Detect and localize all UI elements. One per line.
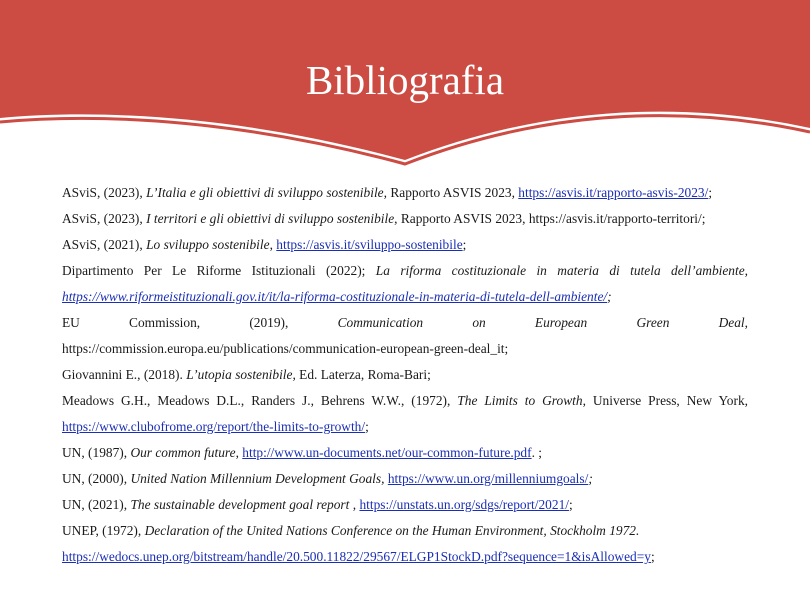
entry-text: ASviS, (2023),: [62, 211, 147, 226]
entry-text: Rapporto ASVIS 2023,: [386, 185, 519, 200]
bib-entry: [62, 362, 748, 388]
entry-text: UN, (2021),: [62, 497, 131, 512]
entry-line: [62, 414, 748, 440]
entry-line: [62, 258, 748, 284]
entry-text: , Universe Press, New York,: [582, 393, 748, 408]
entry-text: ,: [235, 445, 243, 460]
bib-entry: [62, 388, 748, 440]
bib-entry: [62, 440, 748, 466]
entry-text: Dipartimento Per Le Riforme Istituzionali (2022);: [62, 263, 376, 278]
entry-title: The Limits to Growth: [457, 393, 583, 408]
entry-text: ,: [269, 237, 277, 252]
entry-link[interactable]: http://www.un-documents.net/our-common-future.pdf: [242, 445, 532, 460]
entry-title: L’utopia sostenibile,: [186, 367, 296, 382]
entry-link[interactable]: https://wedocs.unep.org/bitstream/handle/20.500.11822/29567/ELGP1StockD.pdf?sequence=1&isAllowed=y: [62, 549, 651, 564]
entry-text: ;: [650, 549, 655, 564]
entry-title: Communication on European Green Deal: [337, 315, 745, 330]
entry-text: ;: [588, 471, 593, 486]
bib-entry: [62, 518, 748, 544]
entry-text: ,: [744, 315, 749, 330]
entry-link[interactable]: https://www.riformeistituzionali.gov.it/it/la-riforma-costituzionale-in-materia-di-tutela-dell-ambiente/: [62, 289, 608, 304]
page-title: Bibliografia: [305, 57, 505, 103]
entry-title: La riforma costituzionale in materia di tutela dell’ambiente,: [375, 263, 749, 278]
entry-text: ;: [365, 419, 369, 434]
bib-entry: [62, 180, 748, 206]
bib-entry: [62, 310, 748, 362]
entry-text: , Rapporto ASVIS 2023, https://asvis.it/rapporto-territori/;: [394, 211, 706, 226]
entry-link[interactable]: https://asvis.it/sviluppo-sostenibile: [276, 237, 463, 252]
entry-title: Declaration of the United Nations Conference on the Human Environment, Stockholm 1972.: [144, 523, 640, 538]
entry-line: [62, 388, 748, 414]
entry-title: Our common future: [130, 445, 236, 460]
entry-text: UNEP, (1972),: [62, 523, 145, 538]
bib-entry: [62, 206, 748, 232]
entry-title: The sustainable development goal report ,: [130, 497, 357, 512]
entry-text: . ;: [531, 445, 543, 460]
bib-entry: [62, 232, 748, 258]
entry-text: EU Commission, (2019),: [62, 315, 338, 330]
entry-link[interactable]: https://unstats.un.org/sdgs/report/2021/: [359, 497, 569, 512]
entry-text: ASviS, (2023),: [62, 185, 147, 200]
entry-text: Giovannini E., (2018).: [62, 367, 187, 382]
entry-link[interactable]: https://asvis.it/rapporto-asvis-2023/: [518, 185, 709, 200]
entry-text: UN, (1987),: [62, 445, 131, 460]
entry-line: [62, 310, 748, 336]
bib-entry: [62, 544, 748, 570]
bib-entry: [62, 492, 748, 518]
entry-link[interactable]: https://www.clubofrome.org/report/the-limits-to-growth/: [62, 419, 366, 434]
bib-entry: [62, 466, 748, 492]
entry-text: ;: [568, 497, 573, 512]
bibliography-list: [62, 180, 748, 570]
entry-text: UN, (2000),: [62, 471, 131, 486]
entry-title: United Nation Millennium Development Goals,: [130, 471, 385, 486]
entry-line: [62, 284, 748, 310]
entry-text: ;: [607, 289, 612, 304]
entry-link[interactable]: https://www.un.org/millenniumgoals/: [387, 471, 589, 486]
entry-title: L’Italia e gli obiettivi di sviluppo sostenibile,: [146, 185, 387, 200]
entry-text: Meadows G.H., Meadows D.L., Randers J., Behrens W.W., (1972),: [62, 393, 458, 408]
entry-text: ;: [462, 237, 467, 252]
entry-title: Lo sviluppo sostenibile: [146, 237, 270, 252]
entry-text: ;: [708, 185, 713, 200]
entry-text: ASviS, (2021),: [62, 237, 147, 252]
entry-text: Ed. Laterza, Roma-Bari;: [295, 367, 431, 382]
entry-text: https://commission.europa.eu/publications/communication-european-green-deal_it;: [62, 341, 509, 356]
entry-title: I territori e gli obiettivi di sviluppo sostenibile: [146, 211, 395, 226]
bib-entry: [62, 258, 748, 310]
